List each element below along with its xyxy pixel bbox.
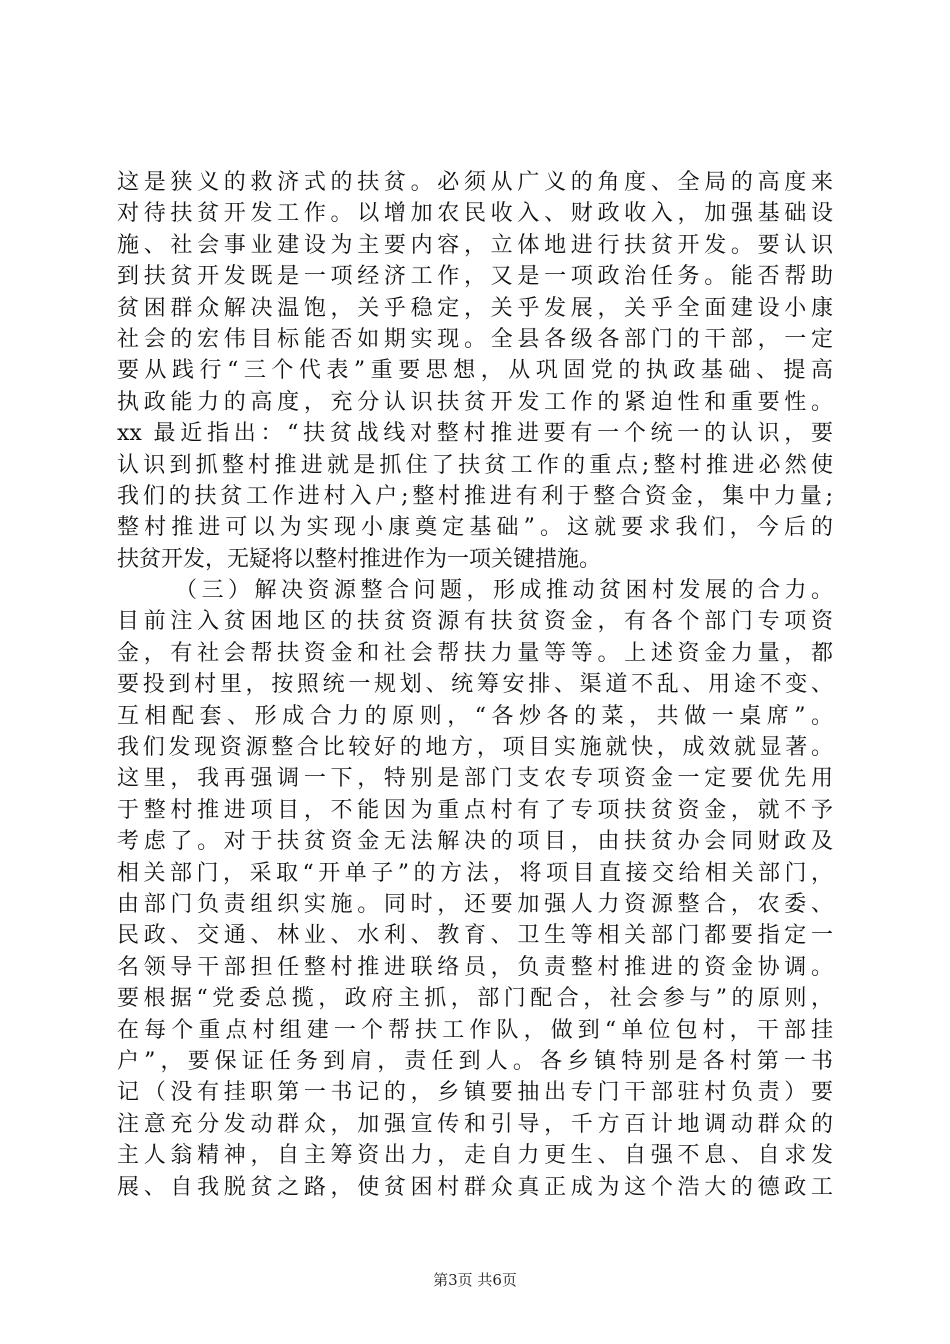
text-line: 展、自我脱贫之路，使贫困村群众真正成为这个浩大的德政工 <box>117 1174 833 1200</box>
text-line: 注意充分发动群众，加强宣传和引导，千方百计地调动群众的 <box>117 1111 833 1137</box>
text-line: 对待扶贫开发工作。以增加农民收入、财政收入，加强基础设 <box>117 201 833 227</box>
text-line: 记（没有挂职第一书记的，乡镇要抽出专门干部驻村负责）要 <box>117 1080 833 1106</box>
text-line: 社会的宏伟目标能否如期实现。全县各级各部门的干部，一定 <box>117 326 833 352</box>
text-line: 这里，我再强调一下，特别是部门支农专项资金一定要优先用 <box>117 766 833 792</box>
text-line: 整村推进可以为实现小康奠定基础”。这就要求我们，今后的 <box>117 515 833 541</box>
text-line: 扶贫开发，无疑将以整村推进作为一项关键措施。 <box>117 546 602 572</box>
text-line: 目前注入贫困地区的扶贫资源有扶贫资金，有各个部门专项资 <box>117 609 833 635</box>
text-line: 在每个重点村组建一个帮扶工作队，做到“单位包村，干部挂 <box>117 1017 833 1043</box>
text-line: 要根据“党委总揽，政府主抓，部门配合，社会参与”的原则， <box>117 986 833 1012</box>
text-line: 名领导干部担任整村推进联络员，负责整村推进的资金协调。 <box>117 954 833 980</box>
text-line: 贫困群众解决温饱，关乎稳定，关乎发展，关乎全面建设小康 <box>117 295 833 321</box>
page-number-label: 第3页 共6页 <box>433 1271 517 1289</box>
text-line: 到扶贫开发既是一项经济工作，又是一项政治任务。能否帮助 <box>117 264 833 290</box>
text-line: 这是狭义的救济式的扶贫。必须从广义的角度、全局的高度来 <box>117 170 833 195</box>
text-line: 互相配套、形成合力的原则，“各炒各的菜，共做一桌席”。 <box>117 703 833 729</box>
text-line: 施、社会事业建设为主要内容，立体地进行扶贫开发。要认识 <box>117 232 833 258</box>
text-line: 执政能力的高度，充分认识扶贫开发工作的紧迫性和重要性。 <box>117 389 833 415</box>
text-line: 民政、交通、林业、水利、教育、卫生等相关部门都要指定一 <box>117 923 833 949</box>
section-heading-line: （三）解决资源整合问题，形成推动贫困村发展的合力。 <box>175 578 833 604</box>
text-line: 由部门负责组织实施。同时，还要加强人力资源整合，农委、 <box>117 891 833 917</box>
text-line: 我们的扶贫工作进村入户;整村推进有利于整合资金，集中力量; <box>117 483 833 509</box>
text-line: 主人翁精神，自主筹资出力，走自力更生、自强不息、自求发 <box>117 1143 833 1169</box>
text-line: 我们发现资源整合比较好的地方，项目实施就快，成效就显著。 <box>117 735 833 761</box>
text-line: 要投到村里，按照统一规划、统筹安排、渠道不乱、用途不变、 <box>117 672 833 698</box>
text-line: 认识到抓整村推进就是抓住了扶贫工作的重点;整村推进必然使 <box>117 452 833 478</box>
text-line: 要从践行“三个代表”重要思想，从巩固党的执政基础、提高 <box>117 358 833 384</box>
text-line: 户”，要保证任务到肩，责任到人。各乡镇特别是各村第一书 <box>117 1048 833 1074</box>
text-line: 相关部门，采取“开单子”的方法，将项目直接交给相关部门， <box>117 860 833 886</box>
text-line: 考虑了。对于扶贫资金无法解决的项目，由扶贫办会同财政及 <box>117 829 833 855</box>
page-footer <box>0 1270 950 1290</box>
text-line: xx 最近指出：“扶贫战线对整村推进要有一个统一的认识，要 <box>117 421 833 447</box>
text-line: 于整村推进项目，不能因为重点村有了专项扶贫资金，就不予 <box>117 797 833 823</box>
text-line: 金，有社会帮扶资金和社会帮扶力量等等。上述资金力量，都 <box>117 640 833 666</box>
body-text <box>117 167 833 1203</box>
